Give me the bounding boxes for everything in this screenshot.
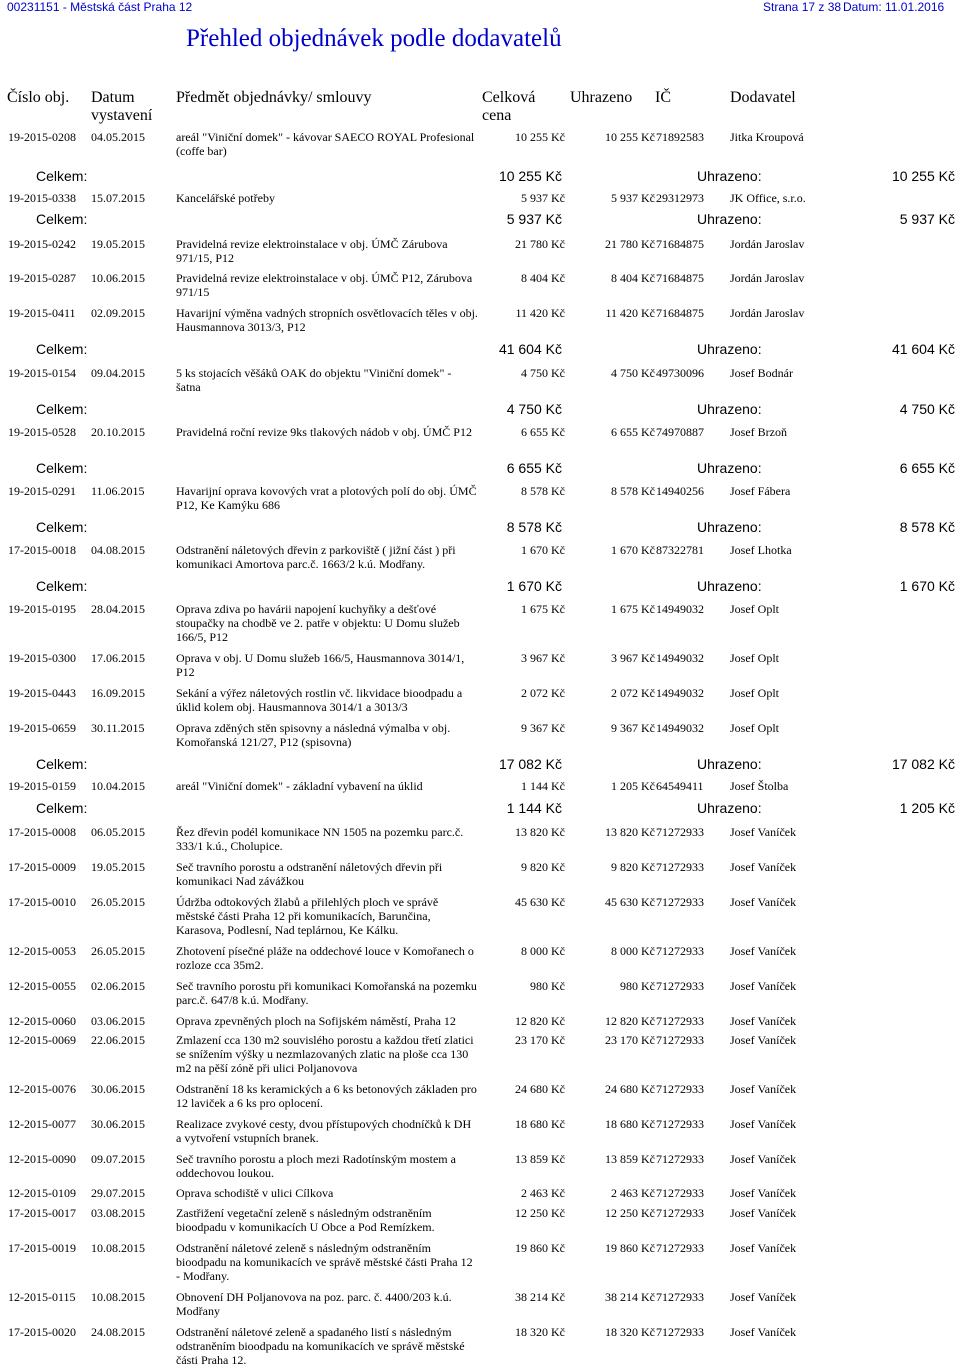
order-ico: 71892583	[656, 130, 704, 144]
order-ico: 71272933	[656, 860, 704, 874]
order-number: 19-2015-0443	[8, 686, 76, 700]
order-date: 03.06.2015	[91, 1014, 145, 1028]
order-number: 17-2015-0020	[8, 1325, 76, 1339]
summary-total-label: Celkem:	[36, 341, 88, 357]
order-supplier: Josef Vaníček	[730, 1117, 797, 1131]
order-date: 19.05.2015	[91, 860, 145, 874]
order-price: 9 820 Kč	[521, 860, 565, 874]
order-price: 13 859 Kč	[515, 1152, 565, 1166]
order-price: 19 860 Kč	[515, 1241, 565, 1255]
order-paid: 19 860 Kč	[605, 1241, 655, 1255]
order-supplier: Josef Vaníček	[730, 1325, 797, 1339]
supplier-summary-row	[0, 800, 960, 816]
summary-total-value: 5 937 Kč	[506, 211, 562, 227]
supplier-summary-row	[0, 401, 960, 417]
order-ico: 71272933	[656, 1290, 704, 1304]
order-supplier: Jitka Kroupová	[730, 130, 804, 144]
order-date: 30.11.2015	[91, 721, 145, 735]
order-supplier: Jordán Jaroslav	[730, 237, 805, 251]
order-price: 1 675 Kč	[521, 602, 565, 616]
order-paid: 10 255 Kč	[605, 130, 655, 144]
summary-paid-value: 17 082 Kč	[891, 756, 955, 772]
order-date: 10.08.2015	[91, 1290, 145, 1304]
order-date: 02.06.2015	[91, 979, 145, 993]
summary-paid-value: 1 205 Kč	[899, 800, 955, 816]
order-date: 16.09.2015	[91, 686, 145, 700]
summary-paid-label: Uhrazeno:	[697, 460, 762, 476]
order-ico: 71272933	[656, 895, 704, 909]
order-ico: 64549411	[656, 779, 704, 793]
order-date: 26.05.2015	[91, 944, 145, 958]
order-price: 11 420 Kč	[515, 306, 565, 320]
order-supplier: Josef Oplt	[730, 602, 779, 616]
order-price: 9 367 Kč	[521, 721, 565, 735]
order-ico: 71272933	[656, 1152, 704, 1166]
supplier-summary-row	[0, 519, 960, 535]
header-page-number: Strana 17 z 38	[763, 0, 842, 14]
summary-paid-value: 41 604 Kč	[891, 341, 955, 357]
order-date: 19.05.2015	[91, 237, 145, 251]
summary-paid-value: 1 670 Kč	[899, 578, 955, 594]
order-number: 19-2015-0154	[8, 366, 76, 380]
order-date: 06.05.2015	[91, 825, 145, 839]
order-price: 5 937 Kč	[521, 191, 565, 205]
summary-total-label: Celkem:	[36, 168, 88, 184]
order-subject: Odstranění 18 ks keramických a 6 ks betonových základen pro 12 laviček a 6 ks pro oplocení.	[176, 1082, 477, 1110]
order-subject: Zhotovení písečné pláže na oddechové louce v Komořanech o rozloze cca 35m2.	[176, 944, 474, 972]
summary-total-label: Celkem:	[36, 211, 88, 227]
order-supplier: Jordán Jaroslav	[730, 306, 805, 320]
order-subject: Oprava schodiště v ulici Cílkova	[176, 1186, 334, 1200]
order-price: 24 680 Kč	[515, 1082, 565, 1096]
order-date: 02.09.2015	[91, 306, 145, 320]
column-header-date-line2: vystavení	[91, 107, 153, 124]
order-ico: 49730096	[656, 366, 704, 380]
column-header-supplier: Dodavatel	[730, 89, 796, 106]
order-subject: 5 ks stojacích věšáků OAK do objektu "Viniční domek" - šatna	[176, 366, 452, 394]
order-paid: 12 250 Kč	[605, 1206, 655, 1220]
order-subject: Údržba odtokových žlabů a přilehlých ploch ve správě městské části Praha 12 při komunikacích, Barunčina, Karasova, Podlesní, Nad teplárnou, Ke Kálku.	[176, 895, 439, 937]
order-number: 19-2015-0338	[8, 191, 76, 205]
order-number: 12-2015-0053	[8, 944, 76, 958]
order-ico: 71272933	[656, 1014, 704, 1028]
summary-paid-value: 8 578 Kč	[899, 519, 955, 535]
summary-total-value: 10 255 Kč	[498, 168, 562, 184]
column-header-price-line2: cena	[482, 107, 512, 124]
order-ico: 71684875	[656, 306, 704, 320]
summary-total-value: 17 082 Kč	[498, 756, 562, 772]
supplier-summary-row	[0, 460, 960, 476]
order-subject: Oprava zděných stěn spisovny a následná výmalba v obj. Komořanská 121/27, P12 (spisovna)	[176, 721, 451, 749]
summary-paid-label: Uhrazeno:	[697, 211, 762, 227]
column-header-subject: Předmět objednávky/ smlouvy	[176, 89, 372, 106]
order-supplier: Jordán Jaroslav	[730, 271, 805, 285]
order-price: 12 250 Kč	[515, 1206, 565, 1220]
summary-total-value: 1 144 Kč	[506, 800, 562, 816]
order-date: 04.05.2015	[91, 130, 145, 144]
order-number: 12-2015-0076	[8, 1082, 76, 1096]
order-subject: Kancelářské potřeby	[176, 191, 275, 205]
supplier-summary-row	[0, 578, 960, 594]
order-number: 19-2015-0208	[8, 130, 76, 144]
order-subject: Zastřižení vegetační zeleně s následným odstraněním bioodpadu v komunikacích U Obce a Pod Remízkem.	[176, 1206, 435, 1234]
order-number: 17-2015-0019	[8, 1241, 76, 1255]
summary-total-label: Celkem:	[36, 800, 88, 816]
order-date: 24.08.2015	[91, 1325, 145, 1339]
order-number: 19-2015-0411	[8, 306, 76, 320]
summary-paid-label: Uhrazeno:	[697, 800, 762, 816]
order-ico: 71272933	[656, 1033, 704, 1047]
order-ico: 14940256	[656, 484, 704, 498]
order-price: 2 463 Kč	[521, 1186, 565, 1200]
order-ico: 71272933	[656, 979, 704, 993]
order-number: 17-2015-0009	[8, 860, 76, 874]
summary-paid-label: Uhrazeno:	[697, 168, 762, 184]
order-subject: Seč travního porostu a ploch mezi Radotínským mostem a oddechovou loukou.	[176, 1152, 456, 1180]
order-date: 26.05.2015	[91, 895, 145, 909]
order-number: 17-2015-0010	[8, 895, 76, 909]
order-price: 980 Kč	[530, 979, 565, 993]
order-ico: 71272933	[656, 1186, 704, 1200]
order-paid: 24 680 Kč	[605, 1082, 655, 1096]
order-ico: 29312973	[656, 191, 704, 205]
order-paid: 4 750 Kč	[611, 366, 655, 380]
order-subject: Oprava v obj. U Domu služeb 166/5, Hausmannova 3014/1, P12	[176, 651, 465, 679]
order-supplier: Josef Oplt	[730, 651, 779, 665]
order-paid: 45 630 Kč	[605, 895, 655, 909]
order-supplier: JK Office, s.r.o.	[730, 191, 806, 205]
order-subject: Řez dřevin podél komunikace NN 1505 na pozemku parc.č. 333/1 k.ú., Cholupice.	[176, 825, 464, 853]
column-header-ico: IČ	[655, 89, 671, 106]
order-price: 1 144 Kč	[521, 779, 565, 793]
order-subject: Realizace zvykové cesty, dvou přístupových chodníčků k DH a vytvoření vstupních branek.	[176, 1117, 472, 1145]
order-ico: 71272933	[656, 825, 704, 839]
order-subject: Pravidelná revize elektroinstalace v obj. ÚMČ P12, Zárubova 971/15	[176, 271, 473, 299]
order-supplier: Josef Fábera	[730, 484, 791, 498]
order-paid: 23 170 Kč	[605, 1033, 655, 1047]
order-supplier: Josef Bodnár	[730, 366, 793, 380]
supplier-summary-row	[0, 168, 960, 184]
order-paid: 18 680 Kč	[605, 1117, 655, 1131]
order-subject: Pravidelná roční revize 9ks tlakových nádob v obj. ÚMČ P12	[176, 425, 472, 439]
order-paid: 1 675 Kč	[611, 602, 655, 616]
order-supplier: Josef Oplt	[730, 686, 779, 700]
order-supplier: Josef Vaníček	[730, 1290, 797, 1304]
summary-paid-value: 4 750 Kč	[899, 401, 955, 417]
order-number: 12-2015-0055	[8, 979, 76, 993]
order-subject: Havarijní výměna vadných stropních osvětlovacích těles v obj. Hausmannova 3013/3, P12	[176, 306, 478, 334]
order-subject: Oprava zpevněných ploch na Sofijském náměstí, Praha 12	[176, 1014, 456, 1028]
order-date: 20.10.2015	[91, 425, 145, 439]
summary-total-value: 6 655 Kč	[506, 460, 562, 476]
order-subject: Odstranění náletové zeleně s následným odstraněním bioodpadu na komunikacích ve správě městské části Praha 12 - Modřany.	[176, 1241, 473, 1283]
supplier-summary-row	[0, 211, 960, 227]
summary-paid-label: Uhrazeno:	[697, 519, 762, 535]
order-price: 2 072 Kč	[521, 686, 565, 700]
order-ico: 14949032	[656, 686, 704, 700]
order-subject: Sekání a výřez náletových rostlin vč. likvidace bioodpadu a úklid kolem obj. Hausmannova 3014/1 a 3013/3	[176, 686, 463, 714]
order-paid: 2 463 Kč	[611, 1186, 655, 1200]
order-paid: 21 780 Kč	[605, 237, 655, 251]
order-number: 12-2015-0109	[8, 1186, 76, 1200]
order-subject: Odstranění náletových dřevin z parkoviště ( jižní část ) při komunikaci Amortova parc.č. 1663/2 k.ú. Modřany.	[176, 543, 456, 571]
summary-total-value: 8 578 Kč	[506, 519, 562, 535]
order-subject: Zmlazení cca 130 m2 souvislého porostu a každou třetí zlatici se snížením výšky u nezmlazovaných zlatic na ploše cca 130 m2 na pěší zóně při ulici Poljanovova	[176, 1033, 474, 1075]
order-price: 18 320 Kč	[515, 1325, 565, 1339]
order-paid: 8 578 Kč	[611, 484, 655, 498]
order-number: 19-2015-0291	[8, 484, 76, 498]
order-price: 45 630 Kč	[515, 895, 565, 909]
order-ico: 14949032	[656, 721, 704, 735]
order-subject: areál "Viniční domek" - základní vybavení na úklid	[176, 779, 423, 793]
order-date: 09.07.2015	[91, 1152, 145, 1166]
order-price: 8 404 Kč	[521, 271, 565, 285]
order-ico: 71272933	[656, 1325, 704, 1339]
order-price: 4 750 Kč	[521, 366, 565, 380]
order-supplier: Josef Vaníček	[730, 1082, 797, 1096]
order-ico: 71684875	[656, 237, 704, 251]
order-date: 29.07.2015	[91, 1186, 145, 1200]
order-supplier: Josef Oplt	[730, 721, 779, 735]
order-ico: 14949032	[656, 602, 704, 616]
order-price: 10 255 Kč	[515, 130, 565, 144]
order-price: 8 000 Kč	[521, 944, 565, 958]
order-subject: Obnovení DH Poljanovova na poz. parc. č. 4400/203 k.ú. Modřany	[176, 1290, 452, 1318]
order-supplier: Josef Vaníček	[730, 1241, 797, 1255]
order-supplier: Josef Vaníček	[730, 1186, 797, 1200]
order-paid: 6 655 Kč	[611, 425, 655, 439]
order-date: 10.08.2015	[91, 1241, 145, 1255]
order-price: 38 214 Kč	[515, 1290, 565, 1304]
order-paid: 11 420 Kč	[605, 306, 655, 320]
summary-paid-value: 10 255 Kč	[891, 168, 955, 184]
order-paid: 1 205 Kč	[611, 779, 655, 793]
order-paid: 9 367 Kč	[611, 721, 655, 735]
order-number: 19-2015-0195	[8, 602, 76, 616]
summary-paid-value: 5 937 Kč	[899, 211, 955, 227]
order-subject: Seč travního porostu a odstranění náletových dřevin při komunikaci Nad závážkou	[176, 860, 443, 888]
order-number: 12-2015-0077	[8, 1117, 76, 1131]
order-number: 19-2015-0159	[8, 779, 76, 793]
supplier-summary-row	[0, 341, 960, 357]
order-paid: 13 859 Kč	[605, 1152, 655, 1166]
order-date: 28.04.2015	[91, 602, 145, 616]
order-number: 17-2015-0018	[8, 543, 76, 557]
order-price: 8 578 Kč	[521, 484, 565, 498]
order-number: 17-2015-0008	[8, 825, 76, 839]
order-price: 13 820 Kč	[515, 825, 565, 839]
order-paid: 1 670 Kč	[611, 543, 655, 557]
order-subject: areál "Viniční domek" - kávovar SAECO ROYAL Profesional (coffe bar)	[176, 130, 475, 158]
order-ico: 71272933	[656, 1082, 704, 1096]
order-date: 11.06.2015	[91, 484, 145, 498]
order-paid: 9 820 Kč	[611, 860, 655, 874]
summary-total-value: 1 670 Kč	[506, 578, 562, 594]
order-supplier: Josef Vaníček	[730, 1033, 797, 1047]
header-organization: 00231151 - Městská část Praha 12	[7, 0, 193, 14]
order-date: 04.08.2015	[91, 543, 145, 557]
order-paid: 18 320 Kč	[605, 1325, 655, 1339]
column-header-paid: Uhrazeno	[570, 89, 633, 106]
order-supplier: Josef Vaníček	[730, 1206, 797, 1220]
order-paid: 2 072 Kč	[611, 686, 655, 700]
order-paid: 38 214 Kč	[605, 1290, 655, 1304]
order-date: 30.06.2015	[91, 1117, 145, 1131]
order-date: 03.08.2015	[91, 1206, 145, 1220]
order-paid: 8 000 Kč	[611, 944, 655, 958]
order-ico: 87322781	[656, 543, 704, 557]
column-header-price	[482, 89, 535, 125]
order-ico: 71272933	[656, 944, 704, 958]
order-ico: 71272933	[656, 1206, 704, 1220]
column-header-price-line1: Celková	[482, 89, 536, 106]
order-date: 10.06.2015	[91, 271, 145, 285]
order-paid: 12 820 Kč	[605, 1014, 655, 1028]
order-number: 19-2015-0287	[8, 271, 76, 285]
page-title: Přehled objednávek podle dodavatelů	[186, 25, 562, 52]
order-date: 22.06.2015	[91, 1033, 145, 1047]
summary-paid-label: Uhrazeno:	[697, 341, 762, 357]
order-supplier: Josef Brzoň	[730, 425, 787, 439]
summary-paid-label: Uhrazeno:	[697, 401, 762, 417]
order-subject: Pravidelná revize elektroinstalace v obj. ÚMČ Zárubova 971/15, P12	[176, 237, 448, 265]
column-header-number: Číslo obj.	[7, 89, 70, 106]
order-paid: 980 Kč	[620, 979, 655, 993]
order-number: 12-2015-0115	[8, 1290, 76, 1304]
column-header-date-line1: Datum	[91, 89, 135, 106]
order-price: 23 170 Kč	[515, 1033, 565, 1047]
order-subject: Oprava zdiva po havárii napojení kuchyňky a dešťové stoupačky na chodbě ve 2. patře v objektu: U Domu služeb 166/5, P12	[176, 602, 460, 644]
order-date: 30.06.2015	[91, 1082, 145, 1096]
summary-total-label: Celkem:	[36, 578, 88, 594]
order-price: 12 820 Kč	[515, 1014, 565, 1028]
order-number: 19-2015-0659	[8, 721, 76, 735]
order-ico: 71272933	[656, 1117, 704, 1131]
order-subject: Odstranění náletové zeleně a spadaného listí s následným odstraněním bioodpadu na komunikacích ve správě městské části Praha 12.	[176, 1325, 465, 1367]
order-price: 3 967 Kč	[521, 651, 565, 665]
order-supplier: Josef Vaníček	[730, 1152, 797, 1166]
summary-paid-value: 6 655 Kč	[899, 460, 955, 476]
supplier-summary-row	[0, 756, 960, 772]
order-ico: 71684875	[656, 271, 704, 285]
order-number: 12-2015-0069	[8, 1033, 76, 1047]
order-supplier: Josef Vaníček	[730, 979, 797, 993]
column-header-date	[91, 89, 152, 125]
order-ico: 14949032	[656, 651, 704, 665]
order-number: 19-2015-0242	[8, 237, 76, 251]
order-supplier: Josef Štolba	[730, 779, 789, 793]
order-subject: Seč travního porostu při komunikaci Komořanská na pozemku parc.č. 647/8 k.ú. Modřany.	[176, 979, 477, 1007]
order-price: 18 680 Kč	[515, 1117, 565, 1131]
summary-total-value: 41 604 Kč	[498, 341, 562, 357]
order-date: 17.06.2015	[91, 651, 145, 665]
order-supplier: Josef Vaníček	[730, 825, 797, 839]
order-paid: 3 967 Kč	[611, 651, 655, 665]
summary-total-label: Celkem:	[36, 519, 88, 535]
order-paid: 8 404 Kč	[611, 271, 655, 285]
summary-paid-label: Uhrazeno:	[697, 756, 762, 772]
order-supplier: Josef Lhotka	[730, 543, 792, 557]
order-paid: 5 937 Kč	[611, 191, 655, 205]
order-number: 19-2015-0300	[8, 651, 76, 665]
summary-total-value: 4 750 Kč	[506, 401, 562, 417]
order-supplier: Josef Vaníček	[730, 895, 797, 909]
order-price: 6 655 Kč	[521, 425, 565, 439]
summary-paid-label: Uhrazeno:	[697, 578, 762, 594]
summary-total-label: Celkem:	[36, 756, 88, 772]
order-supplier: Josef Vaníček	[730, 1014, 797, 1028]
order-supplier: Josef Vaníček	[730, 944, 797, 958]
order-number: 19-2015-0528	[8, 425, 76, 439]
order-price: 1 670 Kč	[521, 543, 565, 557]
summary-total-label: Celkem:	[36, 401, 88, 417]
order-ico: 71272933	[656, 1241, 704, 1255]
order-date: 10.04.2015	[91, 779, 145, 793]
order-number: 12-2015-0060	[8, 1014, 76, 1028]
order-subject: Havarijní oprava kovových vrat a plotových polí do obj. ÚMČ P12, Ke Kamýku 686	[176, 484, 477, 512]
header-date: Datum: 11.01.2016	[843, 0, 945, 14]
order-number: 17-2015-0017	[8, 1206, 76, 1220]
order-date: 15.07.2015	[91, 191, 145, 205]
order-supplier: Josef Vaníček	[730, 860, 797, 874]
order-price: 21 780 Kč	[515, 237, 565, 251]
order-date: 09.04.2015	[91, 366, 145, 380]
order-number: 12-2015-0090	[8, 1152, 76, 1166]
summary-total-label: Celkem:	[36, 460, 88, 476]
order-paid: 13 820 Kč	[605, 825, 655, 839]
order-ico: 74970887	[656, 425, 704, 439]
